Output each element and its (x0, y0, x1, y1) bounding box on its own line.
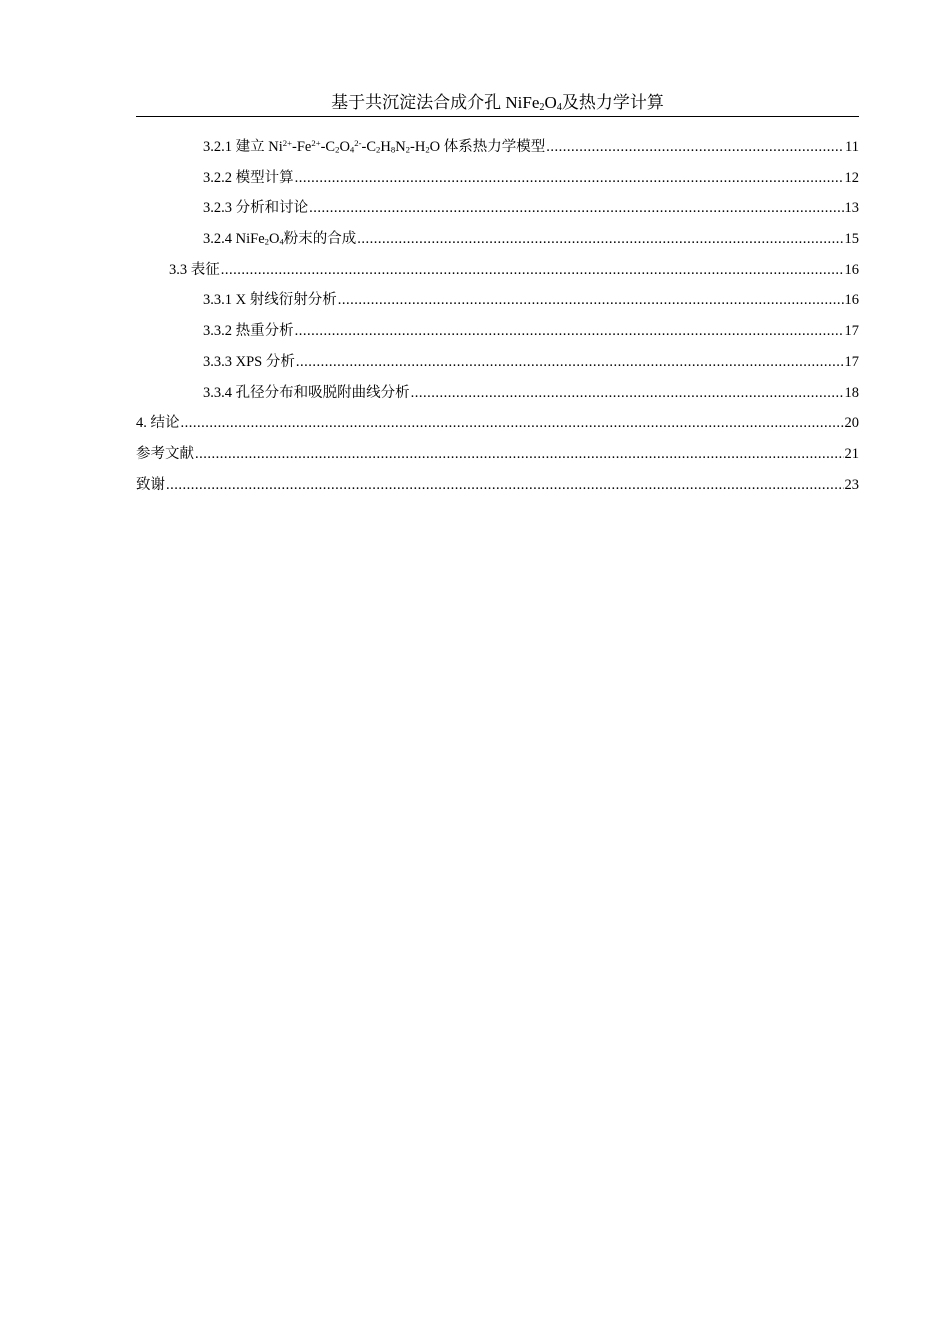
toc-leader-dots (166, 473, 844, 497)
toc-entry-acknowledgements[interactable] (136, 473, 859, 504)
toc-entry-3-3-2[interactable] (136, 319, 859, 350)
toc-leader-dots (295, 166, 844, 190)
toc-page-number: 16 (844, 261, 859, 278)
toc-entry-title: 3.3 表征 (169, 261, 220, 278)
toc-entry-title: 3.2.4 $NiFe_2O_4$粉末的合成 (203, 231, 357, 248)
toc-page-number: 17 (844, 323, 859, 340)
toc-entry-title: 3.3.4 孔径分布和吸脱附曲线分析 (203, 384, 410, 401)
header-title: 基于共沉淀法合成介孔 $NiFe_2O_4$及热力学计算 (331, 93, 664, 114)
toc-entry-title: 3.2.1 建立 $Ni^{2+}-Fe^{2+}-C_2O_4^{2-}-C_2H_8N_2-H_2O$ 体系热力学模型 (203, 138, 546, 155)
toc-entry-title: 3.2.3 分析和讨论 (203, 200, 309, 217)
toc-page-number: 21 (844, 445, 859, 462)
toc-page-number: 13 (844, 200, 859, 217)
toc-entry-4[interactable] (136, 411, 859, 442)
table-of-contents (136, 135, 859, 503)
toc-entry-3-3[interactable] (136, 258, 859, 289)
toc-leader-dots (546, 135, 844, 159)
toc-entry-3-2-1[interactable] (136, 135, 859, 166)
page-header (136, 90, 859, 117)
toc-leader-dots (411, 381, 844, 405)
toc-entry-3-2-4[interactable] (136, 227, 859, 258)
toc-leader-dots (296, 350, 844, 374)
toc-entry-3-3-3[interactable] (136, 350, 859, 381)
toc-entry-references[interactable] (136, 442, 859, 473)
toc-entry-title: 3.3.1 X 射线衍射分析 (203, 292, 337, 309)
toc-page-number: 20 (844, 415, 859, 432)
toc-entry-title: 4. 结论 (136, 415, 180, 432)
toc-entry-title: 3.3.2 热重分析 (203, 323, 294, 340)
toc-leader-dots (309, 196, 843, 220)
toc-entry-3-3-4[interactable] (136, 381, 859, 412)
toc-entry-title: 3.3.3 XPS 分析 (203, 353, 295, 370)
toc-leader-dots (338, 288, 844, 312)
toc-leader-dots (181, 411, 844, 435)
toc-page-number: 17 (844, 353, 859, 370)
toc-page-number: 15 (844, 231, 859, 248)
toc-entry-3-2-3[interactable] (136, 196, 859, 227)
toc-page-number: 18 (844, 384, 859, 401)
toc-leader-dots (195, 442, 844, 466)
toc-page-number: 11 (845, 139, 859, 155)
toc-entry-title: 参考文献 (136, 445, 194, 462)
toc-entry-3-2-2[interactable] (136, 166, 859, 197)
toc-page-number: 23 (844, 476, 859, 493)
toc-entry-3-3-1[interactable] (136, 288, 859, 319)
toc-page-number: 12 (844, 169, 859, 186)
toc-entry-title: 致谢 (136, 476, 165, 493)
toc-entry-title: 3.2.2 模型计算 (203, 169, 294, 186)
toc-leader-dots (357, 227, 843, 251)
toc-leader-dots (295, 319, 844, 343)
toc-leader-dots (221, 258, 844, 282)
toc-page-number: 16 (844, 292, 859, 309)
